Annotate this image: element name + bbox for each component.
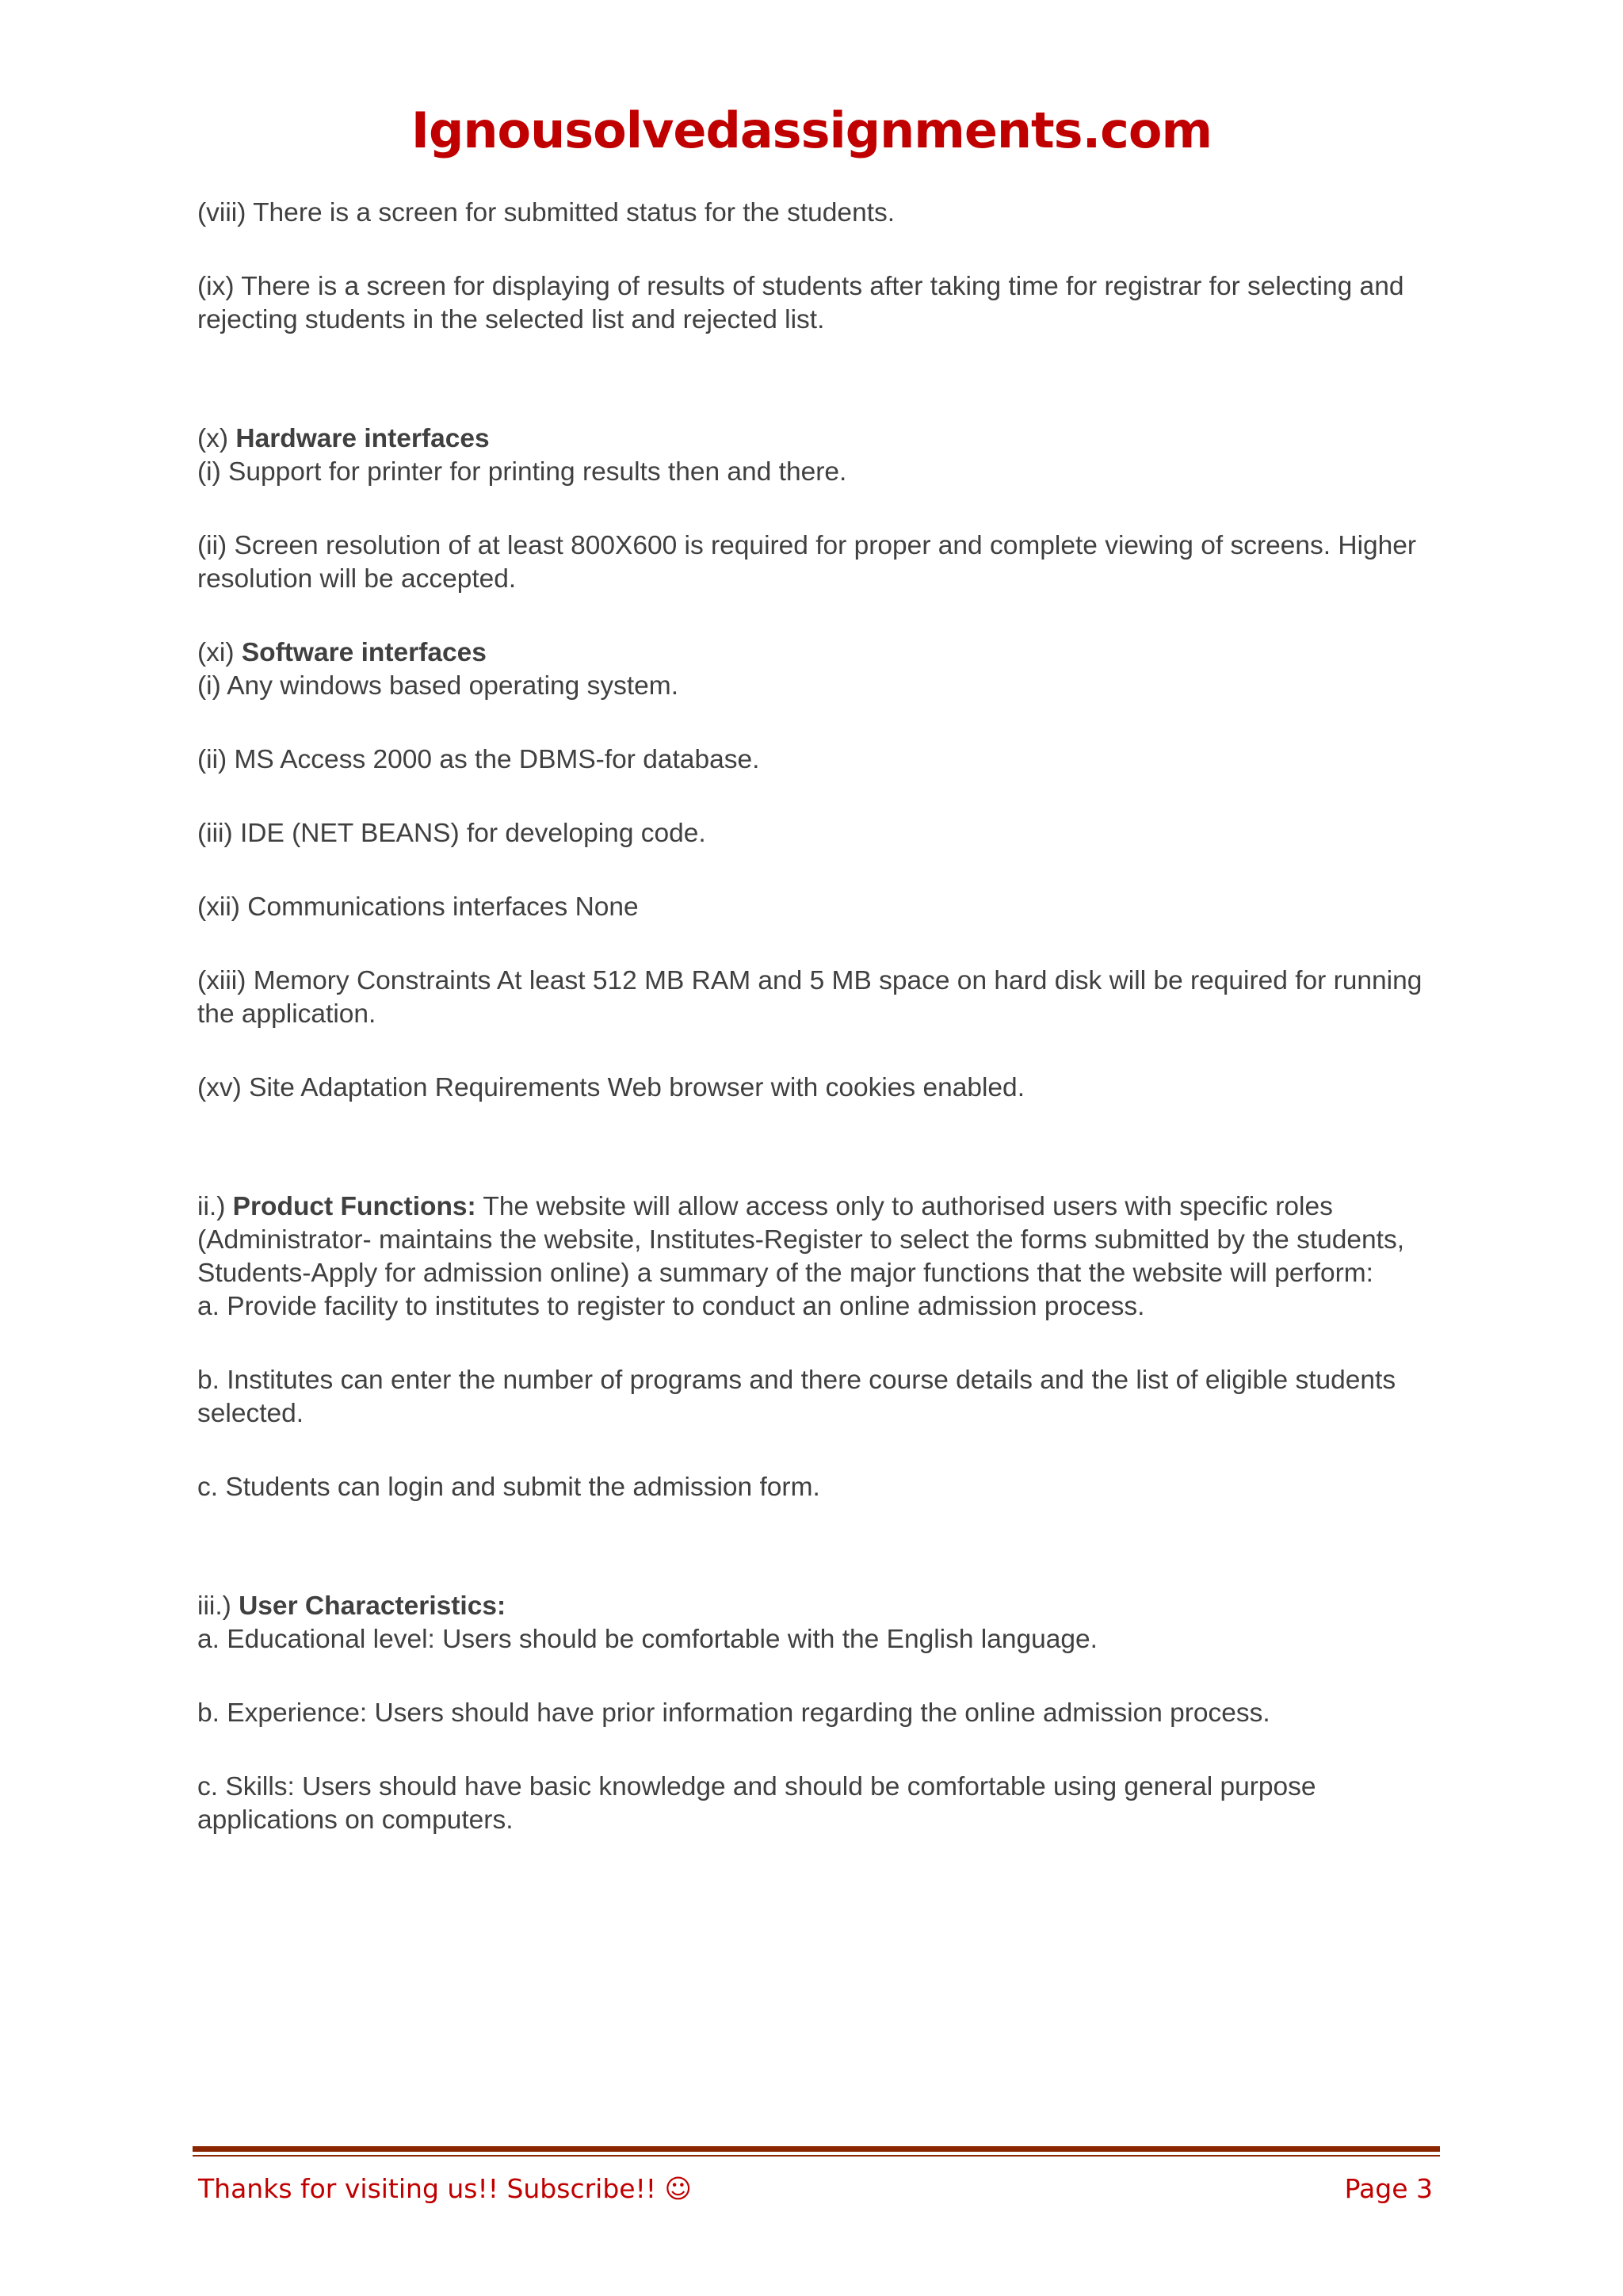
software-interfaces-title: Software interfaces — [241, 638, 487, 667]
footer-page-number: Page 3 — [1344, 2173, 1433, 2204]
footer-divider-thick — [193, 2146, 1440, 2152]
user-characteristics-heading — [197, 1590, 1442, 1623]
paragraph-xiii: (xiii) Memory Constraints At least 512 MB RAM and 5 MB space on hard disk will be required for running the application. — [197, 966, 1423, 1029]
user-characteristics-prefix: iii.) — [197, 1591, 239, 1621]
product-functions-paragraph — [197, 1190, 1442, 1290]
software-item-iii: (iii) IDE (NET BEANS) for developing code. — [197, 819, 706, 848]
product-functions-prefix: ii.) — [197, 1192, 233, 1221]
product-functions-title: Product Functions: — [232, 1192, 476, 1221]
software-item-ii: (ii) MS Access 2000 as the DBMS-for database. — [197, 745, 760, 774]
product-functions-text: The website will allow access only to authorised users with specific roles (Administrator- maintains the website, Institutes-Register to select the forms submitted by the students, Students-Apply for admission online) a summary of the major functions that the website will perform: — [197, 1192, 1405, 1288]
software-item-i: (i) Any windows based operating system. — [197, 671, 679, 701]
paragraph-xv: (xv) Site Adaptation Requirements Web browser with cookies enabled. — [197, 1073, 1025, 1102]
software-interfaces-heading — [197, 636, 1442, 670]
product-function-a: a. Provide facility to institutes to register to conduct an online admission process. — [197, 1292, 1145, 1321]
product-function-b: b. Institutes can enter the number of programs and there course details and the list of eligible students selected. — [197, 1366, 1396, 1428]
hardware-interfaces-prefix: (x) — [197, 424, 236, 453]
footer-divider-thin — [193, 2155, 1440, 2157]
hardware-item-i: (i) Support for printer for printing results then and there. — [197, 457, 847, 487]
user-characteristics-title: User Characteristics: — [239, 1591, 506, 1621]
user-characteristic-c: c. Skills: Users should have basic knowledge and should be comfortable using general purpose applications on computers. — [197, 1772, 1316, 1835]
hardware-item-ii: (ii) Screen resolution of at least 800X600 is required for proper and complete viewing of screens. Higher resolution will be accepted. — [197, 531, 1417, 594]
site-title: Ignousolvedassignments.com — [411, 101, 1212, 159]
software-interfaces-prefix: (xi) — [197, 638, 242, 667]
hardware-interfaces-heading — [197, 422, 1442, 456]
user-characteristic-a: a. Educational level: Users should be comfortable with the English language. — [197, 1625, 1098, 1654]
paragraph-xii: (xii) Communications interfaces None — [197, 892, 639, 922]
hardware-interfaces-title: Hardware interfaces — [235, 424, 490, 453]
document-body — [197, 197, 1442, 1878]
product-function-c: c. Students can login and submit the admission form. — [197, 1473, 820, 1502]
footer-thanks-text: Thanks for visiting us!! Subscribe!! ☺ — [198, 2173, 692, 2204]
paragraph-viii: (viii) There is a screen for submitted status for the students. — [197, 198, 896, 227]
user-characteristic-b: b. Experience: Users should have prior information regarding the online admission process. — [197, 1698, 1270, 1728]
paragraph-ix: (ix) There is a screen for displaying of results of students after taking time for registrar for selecting and rejecting students in the selected list and rejected list. — [197, 272, 1404, 334]
